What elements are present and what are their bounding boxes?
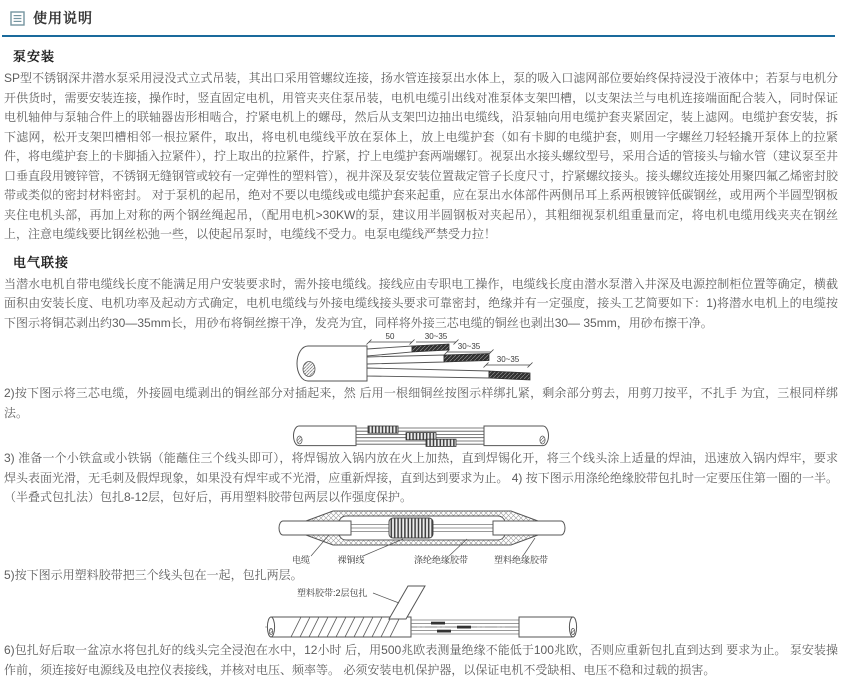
document-list-icon: [10, 11, 25, 26]
label-polyester-insulating-tape: 涤纶绝缘胶带: [413, 554, 469, 565]
label-cable: 电缆: [291, 554, 311, 565]
figure-wire-splicing: [4, 423, 838, 449]
heading-pump-install: 泵安装: [13, 49, 56, 64]
pump-install-paragraph: SP型不锈钢深井潜水泵采用浸没式立式吊装，其出口采用管螺纹连接，扬水管连接泵出水体上，泵的吸入口滤网部位要始终保持浸没于液体中；若泵与电机分开供货时，需要安装连接，操作时，竖直固定电机，用管夹夹住泵吊装，电机电缆引出线对准泵体支架凹槽，以支架法兰与电机连接端面配合装入，同时保证电机轴伸与泵轴合件上的联轴器齿形相啮合，拧紧电机上的螺母，然后从支架凹边抽出电缆线，沿泵轴向用电缆护套夹紧固定，装上滤网。电缆护套安装，拆下滤网，松开支架凹槽相邻一根拉紧件，取出，将电机电缆线平放在泵体上，放上电缆护套（如有卡脚的电缆护套，则用一字螺丝刀轻轻撬开泵体上的拉紧件，将电缆护套上的卡脚插入拉紧件），拧上取出的拉紧件，拧紧，拧上电缆护套两端螺钉。视泵出水接头螺纹型号，采用合适的管接头与输水管（建议泵至井口垂直段用镀锌管，不锈钢无缝钢管或较有一定弹性的塑料管），视井深及泵安装位置裁定管子长度尺寸，拧紧螺纹接头。接头螺纹连接处用聚四氟乙烯密封胶带或类似的密封材料密封。 对于泵机的起吊，绝对不要以电缆线或电缆护套来起重，应在泵出水体部件两侧吊耳上系两根镀锌低碳钢丝，或用两个半圆型钢板夹住电机头部，再加上对称的两个钢丝绳起吊，（配用电机>30KW的泵，建议用半圆钢板对夹起吊），其粗细视泵机组重量而定，将电机电缆用线夹夹在钢丝上，注意电缆线要比钢丝松弛一些，以使起吊泵时，电缆线不受力。电泵电缆线严禁受力拉！: [4, 71, 839, 241]
dim-label-30-35-b: 30~35: [457, 342, 480, 351]
dim-label-30-35-c: 30~35: [496, 355, 519, 364]
figure-tape-wrapping: [4, 585, 838, 641]
electrical-paragraph-5: 6)包扎好后取一盆凉水将包扎好的线头完全浸泡在水中，12小时 后，用500兆欧表测量绝缘不能低于100兆欧，否则应重新包扎直到达到 要求为止。 泵安装操作前，须连接好电源线及电控仪表接线，并核对电压、频率等。 必须安装电机保护器，以保证电机不受缺相、电压不稳和过载的损害。: [4, 643, 838, 677]
content-area: [0, 49, 843, 680]
section-header: [2, 6, 835, 37]
electrical-paragraph-1: 当潜水电机自带电缆线长度不能满足用户安装要求时，需外接电缆线。接线应由专职电工操作，电缆线长度由潜水泵潜入井深及电源控制柜位置等确定，横截面积由安装长度、电机功率及起动方式确定，电机电缆线与外接电缆线接头要求可靠密封，绝缘并有一定强度，接头工艺简要如下：1)将潜水电机上的电缆按下图示将铜芯剥出约30—35mm长，用砂布将铜丝擦干净，发亮为宜，同样将外接三芯电缆的铜丝也剥出30— 35mm，用砂布擦干净。: [4, 276, 838, 330]
label-bare-copper-wire: 裸铜线: [337, 554, 365, 565]
taped-joint-diagram: [271, 508, 571, 566]
electrical-paragraph-3: 3) 准备一个小铁盒或小铁锅（能蘸住三个线头即可），将焊锡放入锅内放在火上加热，直到焊锡化开，将三个线头涂上适量的焊油，迅速放入锅内焊牢，要求焊头表面光滑，无毛刺及假焊现象，如果没有焊牢或不光滑，应重新焊接，直到达到要求为止。 4) 按下图示用涤纶绝缘胶带包扎时一定要压住第一圈的一半。（半叠式包扎法）包扎8-12层，包好后，再用塑料胶带包两层以作强度保护。: [4, 451, 838, 504]
dim-label-30-35-a: 30~35: [424, 332, 447, 341]
electrical-paragraph-4: 5)按下图示用塑料胶带把三个线头包在一起，包扎两层。: [4, 567, 303, 582]
label-plastic-insulating-tape: 塑料绝缘胶带: [493, 554, 549, 565]
wire-splicing-diagram: [286, 423, 556, 449]
usage-instructions-page: [0, 6, 843, 677]
label-plastic-tape-2-layers: 塑料胶带:2层包扎: [297, 588, 368, 598]
heading-electrical-connection: 电气联接: [13, 254, 70, 270]
page-title: 使用说明: [33, 10, 93, 26]
figure-taped-joint: [4, 508, 838, 566]
figure-cable-stripping: [4, 331, 838, 384]
dim-label-50: 50: [385, 332, 394, 341]
electrical-paragraph-2: 2)按下图示将三芯电缆，外接圆电缆剥出的铜丝部分对插起来，然 后用一根细铜丝按图示样绑扎紧，剩余部分剪去，用剪刀按平，不扎手 为宜，三根同样绑法。: [4, 386, 838, 420]
cable-stripping-diagram: [284, 331, 559, 384]
tape-wrapping-diagram: [261, 585, 581, 641]
